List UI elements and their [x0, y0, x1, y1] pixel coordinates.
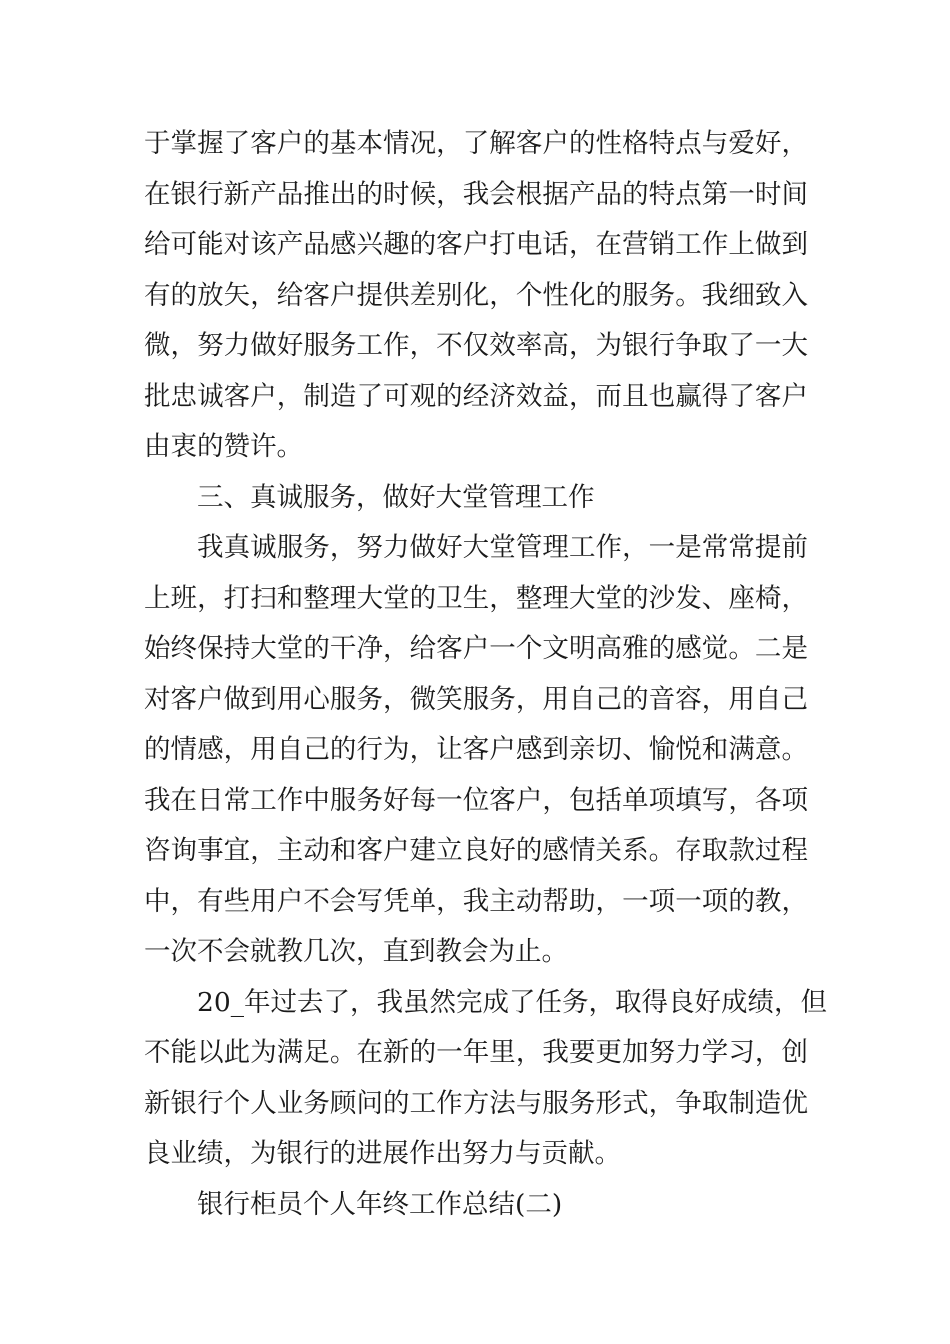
paragraph-line: 咨询事宜，主动和客户建立良好的感情关系。存取款过程 [144, 835, 808, 866]
paragraph-line: 我真诚服务，努力做好大堂管理工作，一是常常提前 [197, 532, 808, 563]
paragraph-line: 由衷的赞许。 [144, 431, 303, 462]
paragraph-line: 良业绩，为银行的进展作出努力与贡献。 [144, 1138, 621, 1169]
paragraph-line: 20_年过去了，我虽然完成了任务，取得良好成绩，但 [197, 986, 827, 1018]
document-subtitle: 银行柜员个人年终工作总结(二) [197, 1188, 563, 1220]
paragraph-line: 给可能对该产品感兴趣的客户打电话，在营销工作上做到 [144, 229, 808, 260]
section-heading: 三、真诚服务，做好大堂管理工作 [197, 481, 595, 513]
paragraph-line: 上班，打扫和整理大堂的卫生，整理大堂的沙发、座椅， [144, 582, 808, 614]
paragraph-line: 于掌握了客户的基本情况，了解客户的性格特点与爱好， [144, 128, 808, 159]
document-body [144, 119, 827, 1230]
paragraph-line: 不能以此为满足。在新的一年里，我要更加努力学习，创 [144, 1037, 808, 1068]
paragraph-line: 批忠诚客户，制造了可观的经济效益，而且也赢得了客户 [144, 380, 808, 412]
paragraph-line: 在银行新产品推出的时候，我会根据产品的特点第一时间 [144, 178, 808, 210]
paragraph-line: 一次不会就教几次，直到教会为止。 [144, 936, 568, 967]
paragraph-line: 始终保持大堂的干净，给客户一个文明高雅的感觉。二是 [144, 633, 808, 664]
paragraph-line: 微，努力做好服务工作，不仅效率高，为银行争取了一大 [144, 330, 808, 361]
paragraph-line: 中，有些用户不会写凭单，我主动帮助，一项一项的教， [144, 885, 808, 917]
paragraph-line: 对客户做到用心服务，微笑服务，用自己的音容，用自己 [144, 683, 808, 715]
paragraph-line: 我在日常工作中服务好每一位客户，包括单项填写，各项 [144, 784, 808, 816]
paragraph-line: 有的放矢，给客户提供差别化，个性化的服务。我细致入 [144, 279, 808, 311]
paragraph-line: 的情感，用自己的行为，让客户感到亲切、愉悦和满意。 [144, 734, 808, 765]
paragraph-line: 新银行个人业务顾问的工作方法与服务形式，争取制造优 [144, 1087, 808, 1119]
